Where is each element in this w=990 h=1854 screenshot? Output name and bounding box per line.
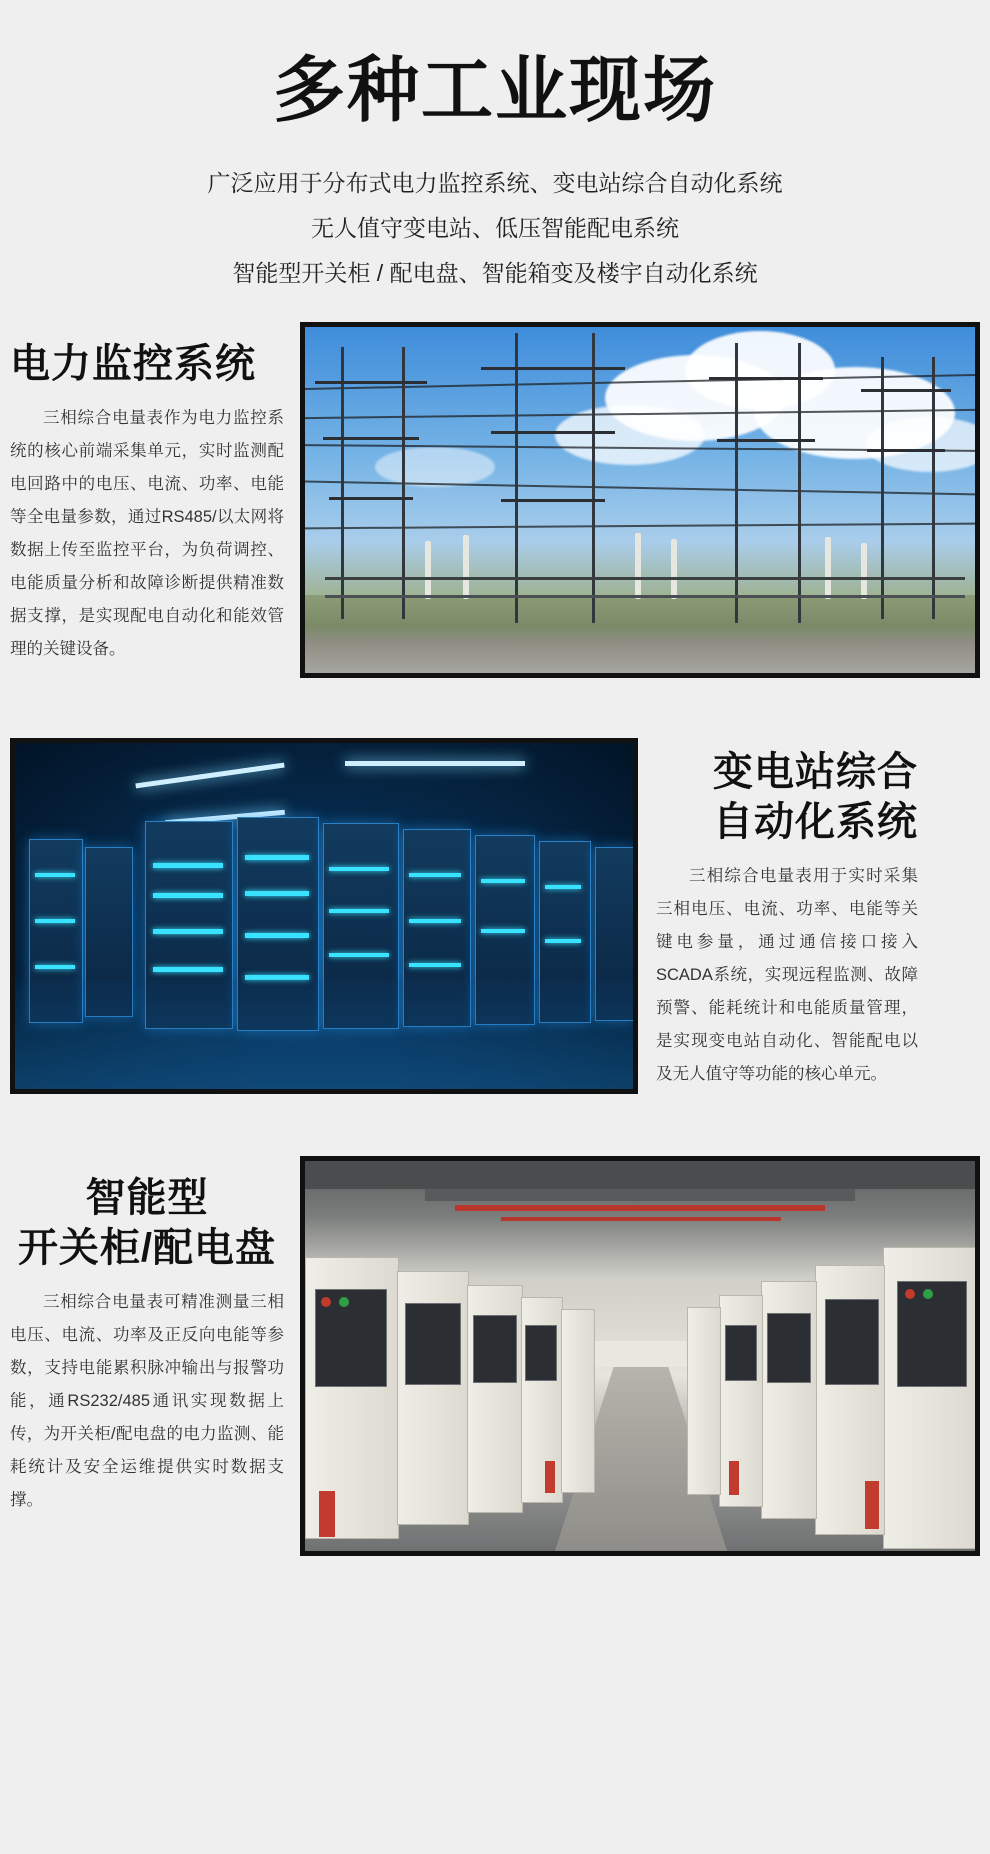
- floor-stand-red: [319, 1491, 335, 1537]
- rack-indicator-light: [35, 965, 75, 969]
- corridor-end-wall: [591, 1341, 691, 1367]
- subtitle-line-3: 智能型开关柜 / 配电盘、智能箱变及楼宇自动化系统: [232, 259, 758, 286]
- section-3-heading-line2: 开关柜/配电盘: [17, 1225, 277, 1270]
- tower-crossarm: [717, 439, 815, 442]
- insulator: [861, 543, 867, 599]
- cabinet-control-panel: [525, 1325, 557, 1381]
- indicator-lamp: [339, 1297, 349, 1307]
- page-header: [0, 0, 990, 296]
- subtitle-block: [0, 161, 990, 296]
- rack-indicator-light: [545, 939, 581, 943]
- tower-crossarm: [323, 437, 419, 440]
- floor-reflection: [15, 979, 633, 1089]
- rack-indicator-light: [545, 885, 581, 889]
- rack-indicator-light: [35, 919, 75, 923]
- rack-indicator-light: [409, 963, 461, 967]
- insulator: [825, 537, 831, 599]
- section-3-body: 三相综合电量表可精准测量三相电压、电流、功率及正反向电能等参数，支持电能累积脉冲输出与报警功能，通RS232/485通讯实现数据上传，为开关柜/配电盘的电力监测、能耗统计及安全运维提供实时数据支撑。: [10, 1292, 284, 1509]
- rack-indicator-light: [153, 967, 223, 972]
- rack-indicator-light: [329, 953, 389, 957]
- insulator: [635, 533, 641, 599]
- section-1-image: [300, 322, 980, 678]
- rack-indicator-light: [329, 867, 389, 871]
- transmission-tower: [735, 343, 801, 623]
- ceiling-light: [345, 761, 525, 766]
- busbar: [325, 577, 965, 580]
- tower-crossarm: [709, 377, 823, 380]
- insulator: [425, 541, 431, 599]
- indicator-lamp: [905, 1289, 915, 1299]
- indicator-lamp: [321, 1297, 331, 1307]
- section-1-text-column: [10, 322, 292, 666]
- floor-stand-red: [865, 1481, 879, 1529]
- rack-indicator-light: [245, 855, 309, 860]
- subtitle-line-1: 广泛应用于分布式电力监控系统、变电站综合自动化系统: [207, 170, 783, 197]
- rack-indicator-light: [245, 933, 309, 938]
- page-title: 多种工业现场: [272, 51, 717, 131]
- floor-stand-red: [545, 1461, 555, 1493]
- section-1-heading: 电力监控系统: [10, 341, 256, 386]
- section-2-text-column: [638, 738, 928, 1091]
- rack-indicator-light: [409, 873, 461, 877]
- tower-crossarm: [491, 431, 615, 434]
- rack-indicator-light: [245, 891, 309, 896]
- tower-crossarm: [501, 499, 605, 502]
- substation-ground: [305, 595, 975, 673]
- section-substation-automation: [0, 738, 990, 1094]
- indicator-lamp: [923, 1289, 933, 1299]
- rack-indicator-light: [481, 879, 525, 883]
- floor-stand-red: [729, 1461, 739, 1495]
- tower-crossarm: [867, 449, 945, 452]
- rack-indicator-light: [409, 919, 461, 923]
- section-2-heading-line2: 自动化系统: [713, 799, 918, 844]
- tower-crossarm: [315, 381, 427, 384]
- rack-indicator-light: [153, 929, 223, 934]
- section-power-monitoring: [0, 322, 990, 678]
- cabinet-control-panel: [767, 1313, 811, 1383]
- tower-crossarm: [861, 389, 951, 392]
- rack-indicator-light: [481, 929, 525, 933]
- rack-indicator-light: [153, 863, 223, 868]
- insulator: [463, 535, 469, 599]
- busbar: [325, 595, 965, 598]
- subtitle-line-2: 无人值守变电站、低压智能配电系统: [311, 215, 679, 242]
- section-1-body: 三相综合电量表作为电力监控系统的核心前端采集单元，实时监测配电回路中的电压、电流、功率、电能等全电量参数，通过RS485/以太网将数据上传至监控平台，为负荷调控、电能质量分析和故障诊断提供精准数据支撑，是实现配电自动化和能效管理的关键设备。: [10, 408, 284, 658]
- cabinet-control-panel: [725, 1325, 757, 1381]
- ceiling-beam: [305, 1161, 975, 1189]
- section-switchgear: [0, 1156, 990, 1556]
- section-3-text-column: [10, 1156, 292, 1517]
- section-2-heading-line1: 变电站综合: [713, 749, 918, 794]
- switchgear-cabinet: [561, 1309, 595, 1493]
- rack-indicator-light: [35, 873, 75, 877]
- tower-crossarm: [481, 367, 625, 370]
- section-2-image: [10, 738, 638, 1094]
- cabinet-control-panel: [405, 1303, 461, 1385]
- rack-indicator-light: [329, 909, 389, 913]
- rack-indicator-light: [153, 893, 223, 898]
- tower-crossarm: [329, 497, 413, 500]
- insulator: [671, 539, 677, 599]
- fire-pipe: [501, 1217, 781, 1221]
- section-2-body: 三相综合电量表用于实时采集三相电压、电流、功率、电能等关键电参量，通过通信接口接入SCADA系统，实现远程监测、故障预警、能耗统计和电能质量管理，是实现变电站自动化、智能配电以及无人值守等功能的核心单元。: [656, 866, 918, 1083]
- section-3-image: [300, 1156, 980, 1556]
- switchgear-cabinet: [687, 1307, 721, 1495]
- cabinet-control-panel: [825, 1299, 879, 1385]
- cabinet-control-panel: [473, 1315, 517, 1383]
- ceiling-beam: [425, 1189, 855, 1201]
- section-3-heading-line1: 智能型: [85, 1175, 209, 1220]
- fire-pipe: [455, 1205, 825, 1211]
